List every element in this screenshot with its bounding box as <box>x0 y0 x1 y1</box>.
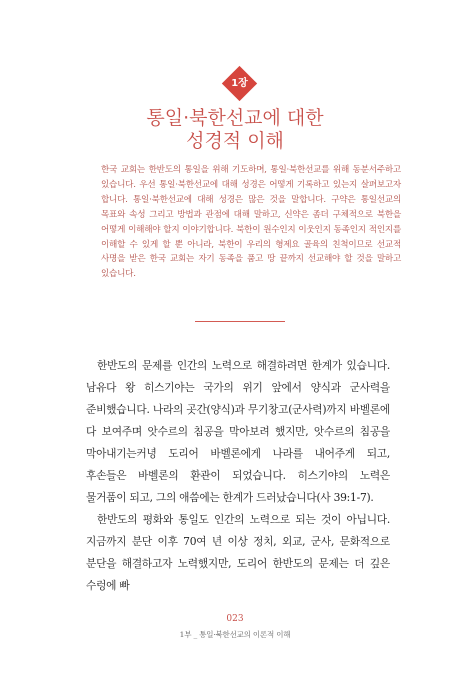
chapter-title-line-1: 통일·북한선교에 대한 <box>146 107 324 129</box>
page-number: 023 <box>226 614 244 624</box>
body-text <box>86 355 390 597</box>
body-paragraph-2: 한반도의 평화와 통일도 인간의 노력으로 되는 것이 아닙니다. 지금까지 분단 이후 70여 년 이상 정치, 외교, 군사, 문화적으로 분단을 해결하고자 노력했지만, 도리어 한반도의 문제는 더 깊은 수렁에 빠 <box>86 513 390 592</box>
chapter-title-line-2: 성경적 이해 <box>186 130 284 152</box>
chapter-intro: 한국 교회는 한반도의 통일을 위해 기도하며, 통일·북한선교를 위해 동분서주하고 있습니다. 우선 통일·북한선교에 대해 성경은 어떻게 기록하고 있는지 살펴보고자 합니다. 통일·북한선교에 대해 성경은 많은 것을 말합니다. 구약은 통일선교의 목표와 속성 그리고 방법과 관점에 대해 말하고, 신약은 좀더 구체적으로 북한을 어떻게 이해해야 할지 이야기합니다. 북한이 원수인지 이웃인지 동족인지 적인지를 이해할 수 있게 할 뿐 아니라, 북한이 우리의 형제요 골육의 친척이므로 선교적 사명을 받은 한국 교회는 자기 동족을 품고 땅 끝까지 선교해야 할 것을 말하고 있습니다. <box>101 165 401 280</box>
chapter-badge-label: 1장 <box>231 78 248 89</box>
section-divider <box>195 321 285 322</box>
running-footer: 1부 _ 통일·북한선교의 이론적 이해 <box>179 630 291 639</box>
body-paragraph-1: 한반도의 문제를 인간의 노력으로 해결하려면 한계가 있습니다. 남유다 왕 히스기야는 국가의 위기 앞에서 양식과 군사력을 준비했습니다. 나라의 곳간(양식)과 무기창고(군사력)까지 바벨론에 다 보여주며 앗수르의 침공을 막아보려 했지만, 앗수르의 침공을 막아내기는커녕 도리어 바벨론에게 나라를 내어주게 되고, 후손들은 바벨론의 환관이 되었습니다. 히스기야의 노력은 물거품이 되고, 그의 애씀에는 한계가 드러났습니다(사 39:1-7). <box>86 359 390 504</box>
